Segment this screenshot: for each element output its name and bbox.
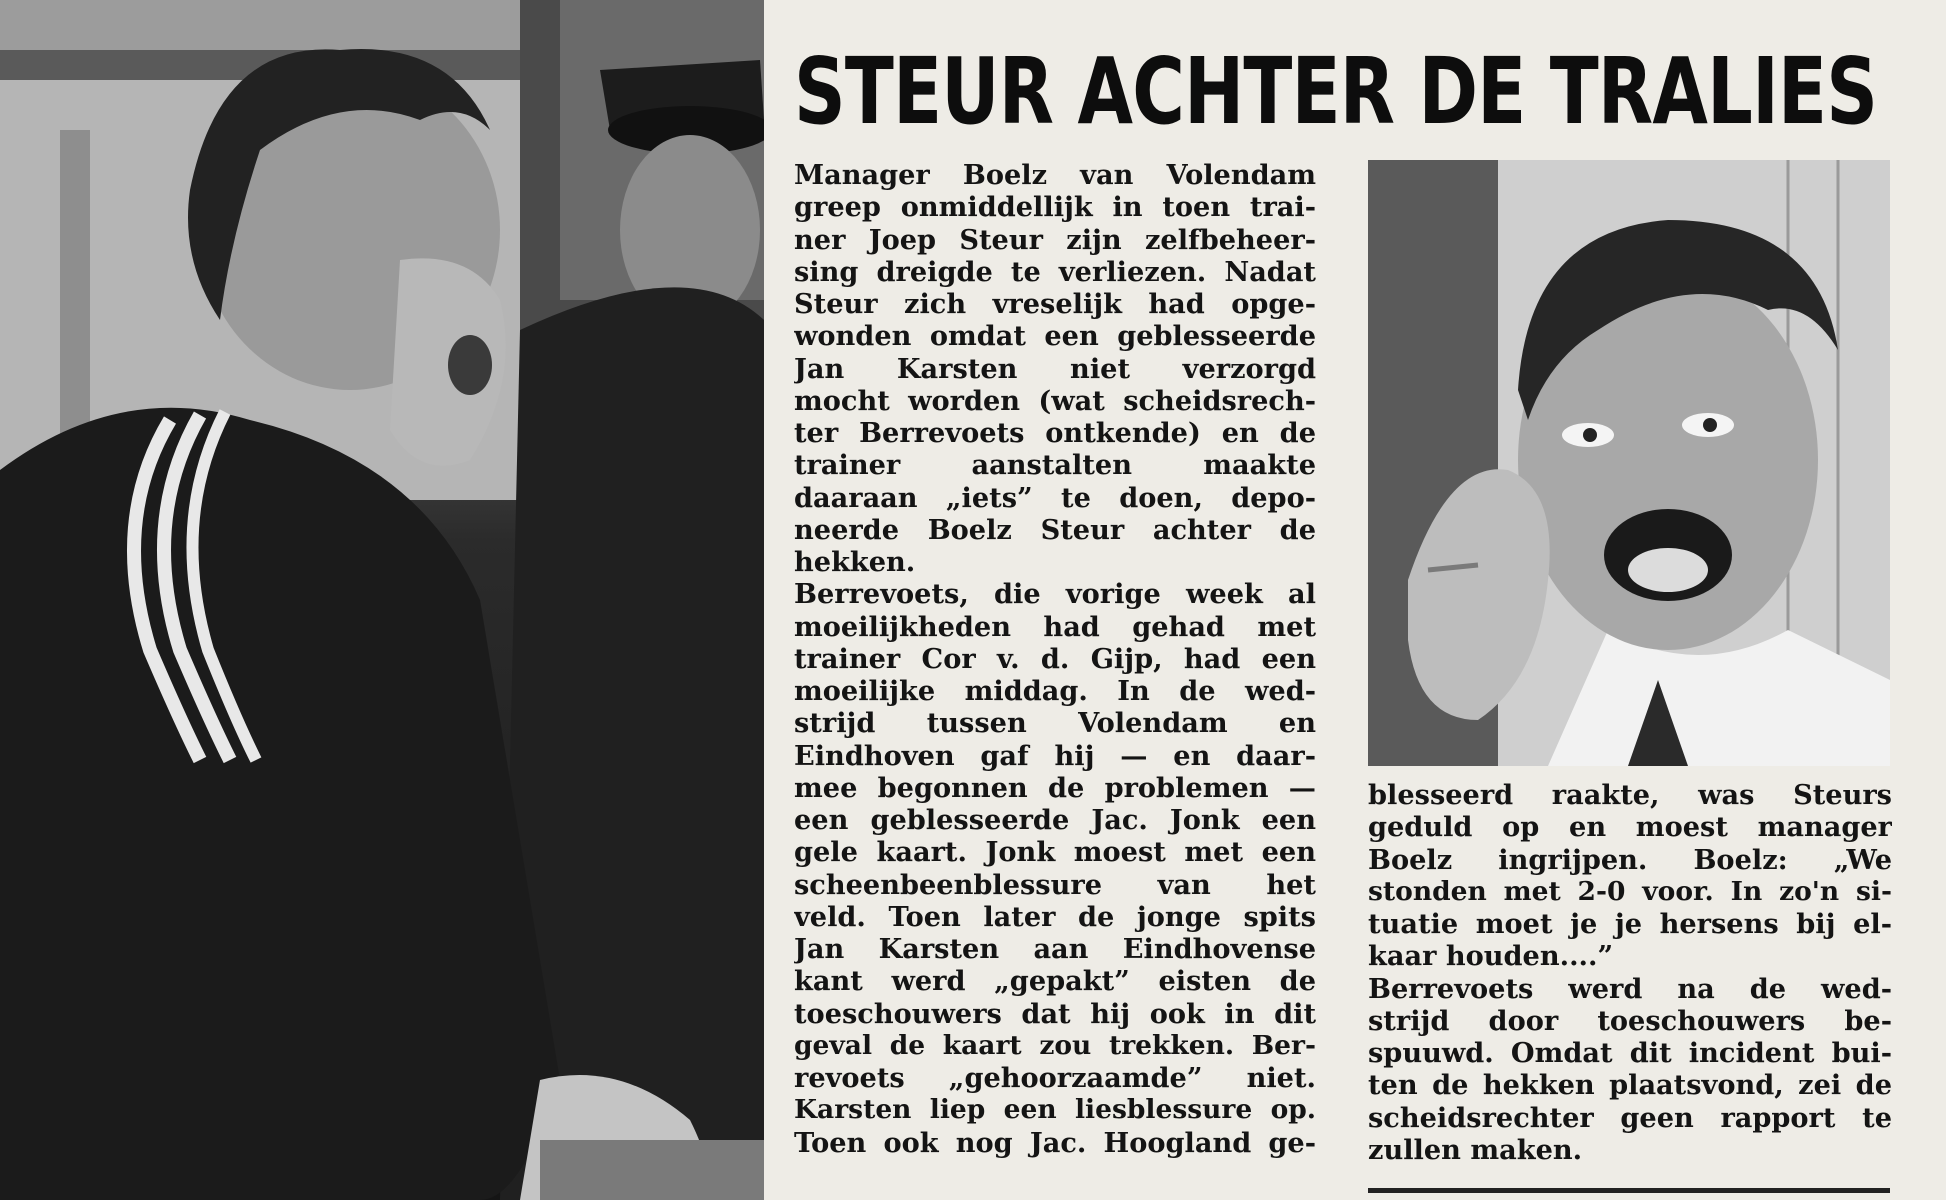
text-line: kant werd „gepakt” eisten de (794, 965, 1316, 998)
text-line: trainer aanstalten maakte (794, 449, 1316, 482)
photo-trainer-closeup (1368, 160, 1890, 766)
text-line: stonden met 2-0 voor. In zo'n si- (1368, 875, 1892, 907)
text-line: greep onmiddellijk in toen trai- (794, 191, 1316, 224)
text-line: moeilijke middag. In de wed- (794, 675, 1316, 707)
text-line: scheenbeenblessure van het (794, 868, 1316, 901)
article-column-right (1368, 779, 1892, 1166)
text-line: Berrevoets, die vorige week al (794, 578, 1316, 611)
text-line: sing dreigde te verliezen. Nadat (794, 255, 1316, 288)
column-rule (1368, 1188, 1890, 1193)
text-line: Jan Karsten aan Eindhovense (794, 933, 1316, 965)
text-line: kaar houden....” (1368, 940, 1614, 973)
text-line: mee begonnen de problemen — (794, 771, 1316, 804)
text-line: zullen maken. (1368, 1133, 1583, 1166)
text-line: Berrevoets werd na de wed- (1368, 972, 1892, 1005)
text-line: wonden omdat een geblesseerde (794, 320, 1316, 353)
text-line: Manager Boelz van Volendam (794, 159, 1316, 191)
newspaper-clipping (764, 0, 1946, 1200)
text-line: tuatie moet je je hersens bij el- (1368, 908, 1892, 940)
text-line: een geblesseerde Jac. Jonk een (794, 804, 1316, 836)
text-line: daaraan „iets” te doen, depo- (794, 481, 1316, 514)
text-line: hekken. (794, 546, 916, 578)
text-line: Jan Karsten niet verzorgd (794, 352, 1316, 385)
text-line: moeilijkheden had gehad met (794, 610, 1316, 643)
text-line: toeschouwers dat hij ook in dit (794, 997, 1316, 1030)
text-line: blesseerd raakte, was Steurs (1368, 779, 1892, 811)
text-line: geduld op en moest manager (1368, 811, 1892, 844)
text-line: Toen ook nog Jac. Hoogland ge- (794, 1126, 1316, 1159)
text-line: Steur zich vreselijk had opge- (794, 288, 1316, 320)
photo-trainer-bench-illustration (0, 0, 764, 1200)
text-line: revoets „gehoorzaamde” niet. (794, 1062, 1316, 1094)
text-line: veld. Toen later de jonge spits (794, 900, 1316, 933)
text-line: mocht worden (wat scheidsrech- (794, 384, 1316, 417)
text-line: ner Joep Steur zijn zelfbeheer- (794, 223, 1316, 256)
text-line: Eindhoven gaf hij — en daar- (794, 739, 1316, 772)
text-line: Boelz ingrijpen. Boelz: „We (1368, 843, 1892, 876)
text-line: gele kaart. Jonk moest met een (794, 836, 1316, 869)
text-line: neerde Boelz Steur achter de (794, 513, 1316, 546)
headline: STEUR ACHTER DE TRALIES (794, 38, 1878, 145)
text-line: trainer Cor v. d. Gijp, had een (794, 642, 1316, 675)
text-line: ter Berrevoets ontkende) en de (794, 417, 1316, 449)
article-column-left (794, 159, 1316, 1159)
text-line: scheidsrechter geen rapport te (1368, 1101, 1892, 1134)
text-line: geval de kaart zou trekken. Ber- (794, 1029, 1316, 1061)
text-line: strijd tussen Volendam en (794, 707, 1316, 740)
photo-trainer-closeup-illustration (1368, 160, 1890, 766)
text-line: ten de hekken plaatsvond, zei de (1368, 1069, 1892, 1102)
text-line: Karsten liep een liesblessure op. (794, 1094, 1316, 1126)
photo-trainer-bench (0, 0, 764, 1200)
text-line: spuuwd. Omdat dit incident bui- (1368, 1037, 1892, 1069)
text-line: strijd door toeschouwers be- (1368, 1004, 1892, 1037)
